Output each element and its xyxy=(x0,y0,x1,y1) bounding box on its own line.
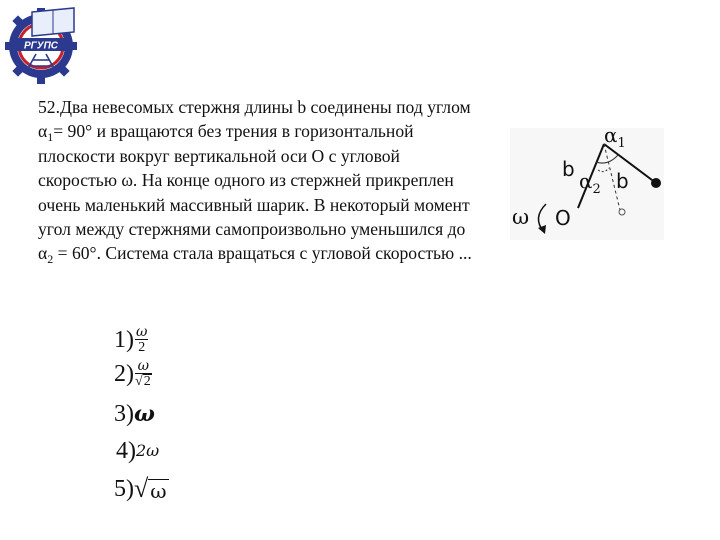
radical-sign: √ xyxy=(134,474,149,503)
radical-sign: √ xyxy=(135,374,143,389)
alpha2-subscript: 2 xyxy=(47,252,54,267)
radicand: 2 xyxy=(143,374,151,389)
sqrt-two xyxy=(135,374,152,389)
answer-value-two-omega: 2ω xyxy=(136,441,160,460)
omega-label: ω xyxy=(512,205,530,229)
logo-text: РГУПС xyxy=(24,40,58,52)
fraction-denominator: 2 xyxy=(138,340,146,355)
answer-number-3: 3) xyxy=(114,401,134,427)
rod-label-right: b xyxy=(616,169,629,193)
fraction-numerator: ω xyxy=(137,358,150,374)
problem-text-part-2: = 90° и вращаются без трения в горизонтальной плоскости вокруг вертикальной оси O с угловой скоростью ω. На конце одного из стержней прикреплен очень маленький массивный шарик. В некоторый момент угол между стержнями самопроизвольно уменьшился до α xyxy=(38,121,470,264)
answer-number-1: 1) xyxy=(114,327,134,353)
answer-option-2[interactable] xyxy=(114,357,152,391)
answer-option-4[interactable] xyxy=(116,434,159,468)
radicand: ω xyxy=(150,479,167,503)
answer-value-omega: ω xyxy=(134,401,155,427)
answer-option-5[interactable] xyxy=(114,472,169,506)
alpha1-label: $\alpha_1$ xyxy=(604,128,626,151)
answer-number-2: 2) xyxy=(114,361,134,387)
answer-number-4: 4) xyxy=(116,438,136,464)
logo-book-icon xyxy=(32,8,74,36)
problem-statement xyxy=(38,95,478,266)
answer-option-3[interactable] xyxy=(114,397,155,431)
alpha2-label: $\alpha_2$ xyxy=(579,169,601,197)
fraction-omega-over-2 xyxy=(135,325,148,355)
alpha1-subscript: 1 xyxy=(47,130,54,145)
fraction-omega-over-sqrt2 xyxy=(135,359,152,389)
answer-option-1[interactable] xyxy=(114,323,148,357)
axis-label-o: O xyxy=(555,206,571,230)
heavy-ball xyxy=(651,178,661,188)
problem-text-part-3: = 60°. Система стала вращаться с угловой скоростью ... xyxy=(53,243,472,264)
problem-text-part-1: 52.Два невесомых стержня длины b соединены под углом α xyxy=(38,97,471,142)
answer-number-5: 5) xyxy=(114,476,134,502)
university-logo xyxy=(4,2,78,84)
rods-diagram xyxy=(510,128,664,240)
sqrt-omega xyxy=(134,476,169,502)
rod-label-left: b xyxy=(562,157,575,181)
fraction-numerator: ω xyxy=(136,324,148,340)
